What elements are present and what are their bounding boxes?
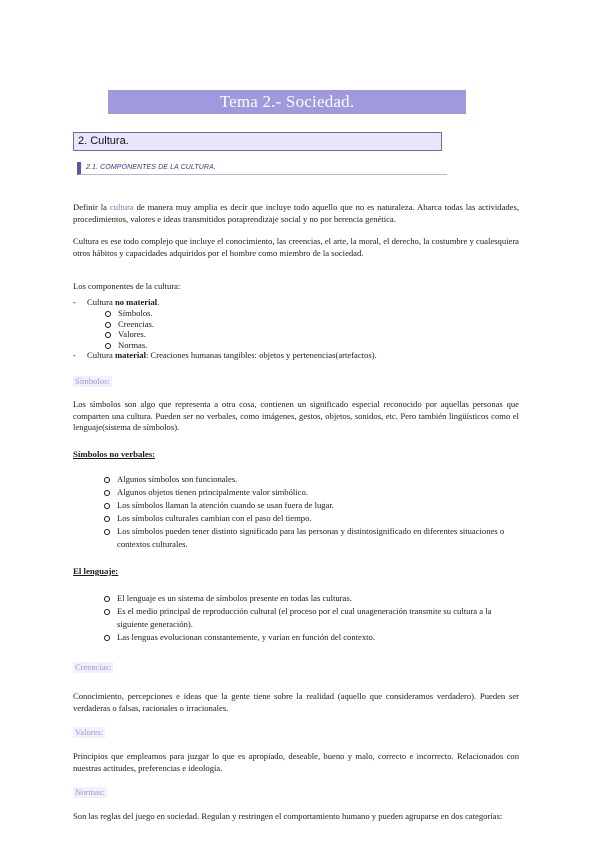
- list-item: Creencias.: [104, 319, 519, 330]
- list-item: Los símbolos culturales cambian con el paso del tiempo.: [104, 512, 516, 525]
- list-item: Algunos objetos tienen principalmente valor simbólico.: [104, 486, 516, 499]
- intro-paragraph-1: [73, 202, 519, 225]
- page-title: Tema 2.- Sociedad.: [108, 90, 466, 114]
- no-verbales-heading: Símbolos no verbales:: [73, 449, 156, 459]
- non-material-sublist: [87, 308, 519, 350]
- cultura-highlight: cultura: [109, 202, 134, 212]
- intro-paragraph-3: Los componentes de la cultura:: [73, 281, 181, 291]
- list-item: [73, 297, 519, 350]
- list-item: Es el medio principal de reproducción cultural (el proceso por el cual unageneración transmite su cultura a la siguiente generación).: [104, 605, 516, 631]
- normas-label: Normas:: [75, 787, 105, 797]
- intro-text-start: Definir la: [73, 202, 110, 212]
- intro-text-end: de manera muy amplia es decir que incluye todo aquello que no es naturaleza. Abarca todas las actividades, procedimientos, valores e ideas transmitidos poraprendizaje social y no por herencia genética.: [73, 202, 519, 224]
- simbolos-paragraph: Los símbolos son algo que representa a otra cosa, contienen un significado especial reconocido por aquellas personas que comparten una cultura. Pueden ser no verbales, como imágenes, gestos, objetos, sonidos, etc. Pero también lingüísticos como el lenguaje(sistema de símbolos).: [73, 399, 519, 432]
- material-bold: material: [114, 350, 146, 360]
- valores-label: Valores:: [75, 727, 104, 737]
- list-item: Los símbolos llaman la atención cuando se usan fuera de lugar.: [104, 499, 516, 512]
- list-item: El lenguaje es un sistema de símbolos presente en todas las culturas.: [104, 592, 516, 605]
- lenguaje-list: [104, 592, 516, 644]
- valores-paragraph: Principios que empleamos para juzgar lo que es apropiado, deseable, bueno y malo, correcto e incorrecto. Relacionados con nuestras actitudes, preferencias e ideología.: [73, 751, 519, 773]
- creencias-paragraph: Conocimiento, percepciones e ideas que la gente tiene sobre la realidad (aquello que consideramos verdadero). Pueden ser verdaderas o falsas, racionales o irracionales.: [73, 691, 519, 713]
- non-material-suffix: .: [157, 297, 160, 307]
- list-item: Símbolos.: [104, 308, 519, 319]
- list-item: Los símbolos pueden tener distinto significado para las personas y distintosignificado en diferentes situaciones o contextos culturales.: [104, 525, 516, 551]
- material-suffix: : Creaciones humanas tangibles: objetos y pertenencias(artefactos).: [145, 350, 377, 360]
- no-verbales-list: [104, 473, 516, 551]
- creencias-label: Creencias:: [75, 662, 112, 672]
- normas-paragraph: Son las reglas del juego en sociedad. Regulan y restringen el comportamiento humano y pueden agruparse en dos categorías:: [73, 811, 503, 821]
- components-list: [73, 297, 519, 361]
- list-item: Algunos símbolos son funcionales.: [104, 473, 516, 486]
- non-material-bold: no material: [114, 297, 158, 307]
- simbolos-label: Símbolos:: [75, 376, 110, 386]
- list-item: Valores.: [104, 329, 519, 340]
- list-item: Normas.: [104, 340, 519, 351]
- lenguaje-heading: El lenguaje:: [73, 566, 119, 576]
- material-prefix: Cultura: [87, 350, 115, 360]
- intro-paragraph-2: Cultura es ese todo complejo que incluye el conocimiento, las creencias, el arte, la moral, el derecho, la costumbre y cualesquiera otros hábitos y capacidades adquiridos por el hombre como miembro de la sociedad.: [73, 236, 519, 258]
- non-material-prefix: Cultura: [87, 297, 115, 307]
- list-item: Las lenguas evolucionan constantemente, y varían en función del contexto.: [104, 631, 516, 644]
- subsection-heading: 2.1. COMPONENTES DE LA CULTURA.: [77, 162, 447, 175]
- section-heading: 2. Cultura.: [73, 132, 442, 151]
- list-item: [73, 350, 519, 361]
